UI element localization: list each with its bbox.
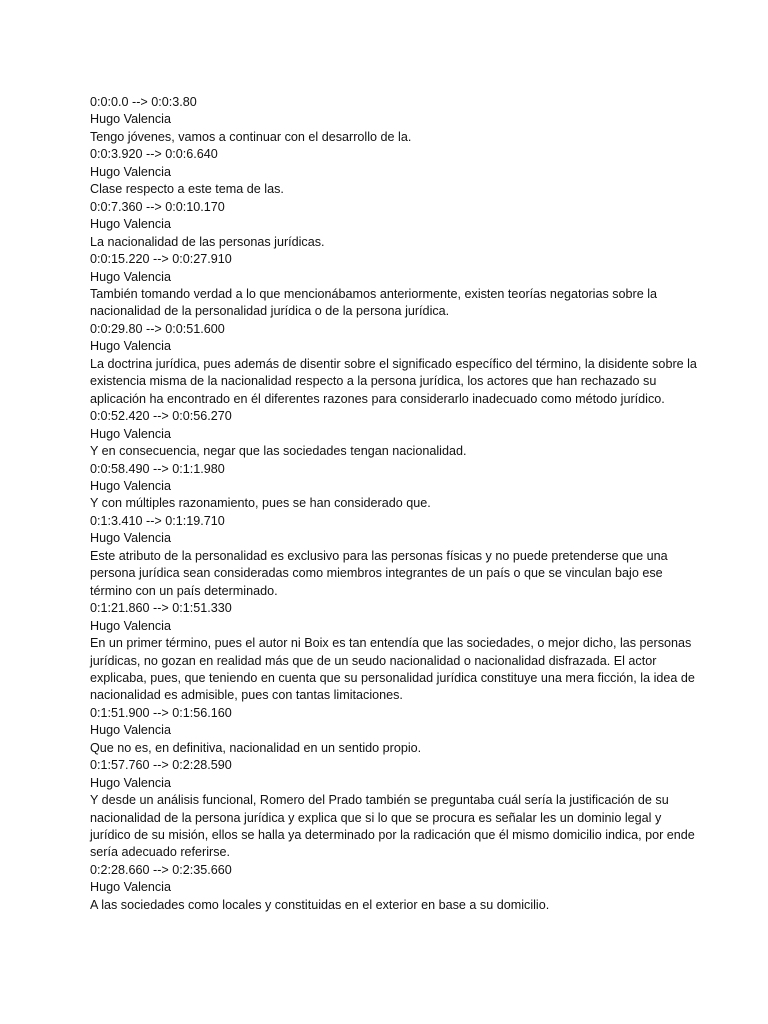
cue-text: A las sociedades como locales y constituidas en el exterior en base a su domicilio. [90, 897, 550, 912]
cue-text: La nacionalidad de las personas jurídicas. [90, 234, 325, 249]
cue-timestamp: 0:0:29.80 --> 0:0:51.600 [90, 321, 225, 336]
cue-timestamp: 0:0:15.220 --> 0:0:27.910 [90, 252, 232, 267]
cue-speaker: Hugo Valencia [90, 775, 171, 790]
transcript-cue [90, 251, 705, 321]
cue-timestamp: 0:1:21.860 --> 0:1:51.330 [90, 601, 232, 616]
cue-speaker: Hugo Valencia [90, 880, 171, 895]
cue-timestamp: 0:0:3.920 --> 0:0:6.640 [90, 147, 218, 162]
cue-timestamp: 0:2:28.660 --> 0:2:35.660 [90, 862, 232, 877]
cue-text: Y en consecuencia, negar que las sociedades tengan nacionalidad. [90, 444, 467, 459]
cue-timestamp: 0:0:52.420 --> 0:0:56.270 [90, 409, 232, 424]
cue-speaker: Hugo Valencia [90, 339, 171, 354]
cue-text: Este atributo de la personalidad es exclusivo para las personas físicas y no puede pretenderse que una persona jurídica sean consideradas como miembros integrantes de un país o que se vinculan bajo ese término con un país determinado. [90, 548, 668, 598]
cue-timestamp: 0:1:3.410 --> 0:1:19.710 [90, 513, 225, 528]
transcript-cue [90, 94, 705, 146]
transcript-cue [90, 705, 705, 757]
cue-text: Clase respecto a este tema de las. [90, 182, 284, 197]
cue-text: En un primer término, pues el autor ni Boix es tan entendía que las sociedades, o mejor dicho, las personas jurídicas, no gozan en realidad más que de un seudo nacionalidad o nacionalidad disfrazada. El actor explicaba, pues, que teniendo en cuenta que su personalidad jurídica constituye una mera ficción, la idea de nacionalidad es admisible, pues con tantas limitaciones. [90, 636, 695, 703]
transcript-document [90, 94, 705, 914]
transcript-cue [90, 321, 705, 408]
cue-text: Y desde un análisis funcional, Romero del Prado también se preguntaba cuál sería la justificación de su nacionalidad de la persona jurídica y explica que si lo que se procura es señalar les un dominio legal y jurídico de su misión, ellos se halla ya determinado por la radicación que él mismo domicilio indica, por ende sería adecuado referirse. [90, 793, 695, 860]
cue-timestamp: 0:1:51.900 --> 0:1:56.160 [90, 705, 232, 720]
transcript-cue [90, 199, 705, 251]
cue-speaker: Hugo Valencia [90, 531, 171, 546]
cue-text: Tengo jóvenes, vamos a continuar con el desarrollo de la. [90, 129, 412, 144]
cue-speaker: Hugo Valencia [90, 112, 171, 127]
cue-speaker: Hugo Valencia [90, 217, 171, 232]
cue-speaker: Hugo Valencia [90, 618, 171, 633]
transcript-cue [90, 862, 705, 914]
cue-speaker: Hugo Valencia [90, 478, 171, 493]
cue-speaker: Hugo Valencia [90, 269, 171, 284]
transcript-cue [90, 513, 705, 600]
cue-timestamp: 0:0:58.490 --> 0:1:1.980 [90, 461, 225, 476]
transcript-cue [90, 757, 705, 862]
cue-timestamp: 0:0:0.0 --> 0:0:3.80 [90, 95, 197, 109]
transcript-cue [90, 146, 705, 198]
transcript-cue [90, 408, 705, 460]
cue-timestamp: 0:1:57.760 --> 0:2:28.590 [90, 758, 232, 773]
cue-text: También tomando verdad a lo que mencionábamos anteriormente, existen teorías negatorias sobre la nacionalidad de la personalidad jurídica o de la persona jurídica. [90, 286, 658, 319]
transcript-cue [90, 461, 705, 513]
cue-speaker: Hugo Valencia [90, 426, 171, 441]
cue-timestamp: 0:0:7.360 --> 0:0:10.170 [90, 199, 225, 214]
transcript-cue [90, 600, 705, 705]
cue-speaker: Hugo Valencia [90, 723, 171, 738]
cue-text: Y con múltiples razonamiento, pues se han considerado que. [90, 496, 431, 511]
cue-text: Que no es, en definitiva, nacionalidad en un sentido propio. [90, 740, 422, 755]
cue-text: La doctrina jurídica, pues además de disentir sobre el significado específico del término, la disidente sobre la existencia misma de la nacionalidad respecto a la persona jurídica, los actores que han rechazado su aplicación ha encontrado en él diferentes razones para considerarlo inadecuado como método jurídico. [90, 356, 697, 406]
cue-speaker: Hugo Valencia [90, 164, 171, 179]
